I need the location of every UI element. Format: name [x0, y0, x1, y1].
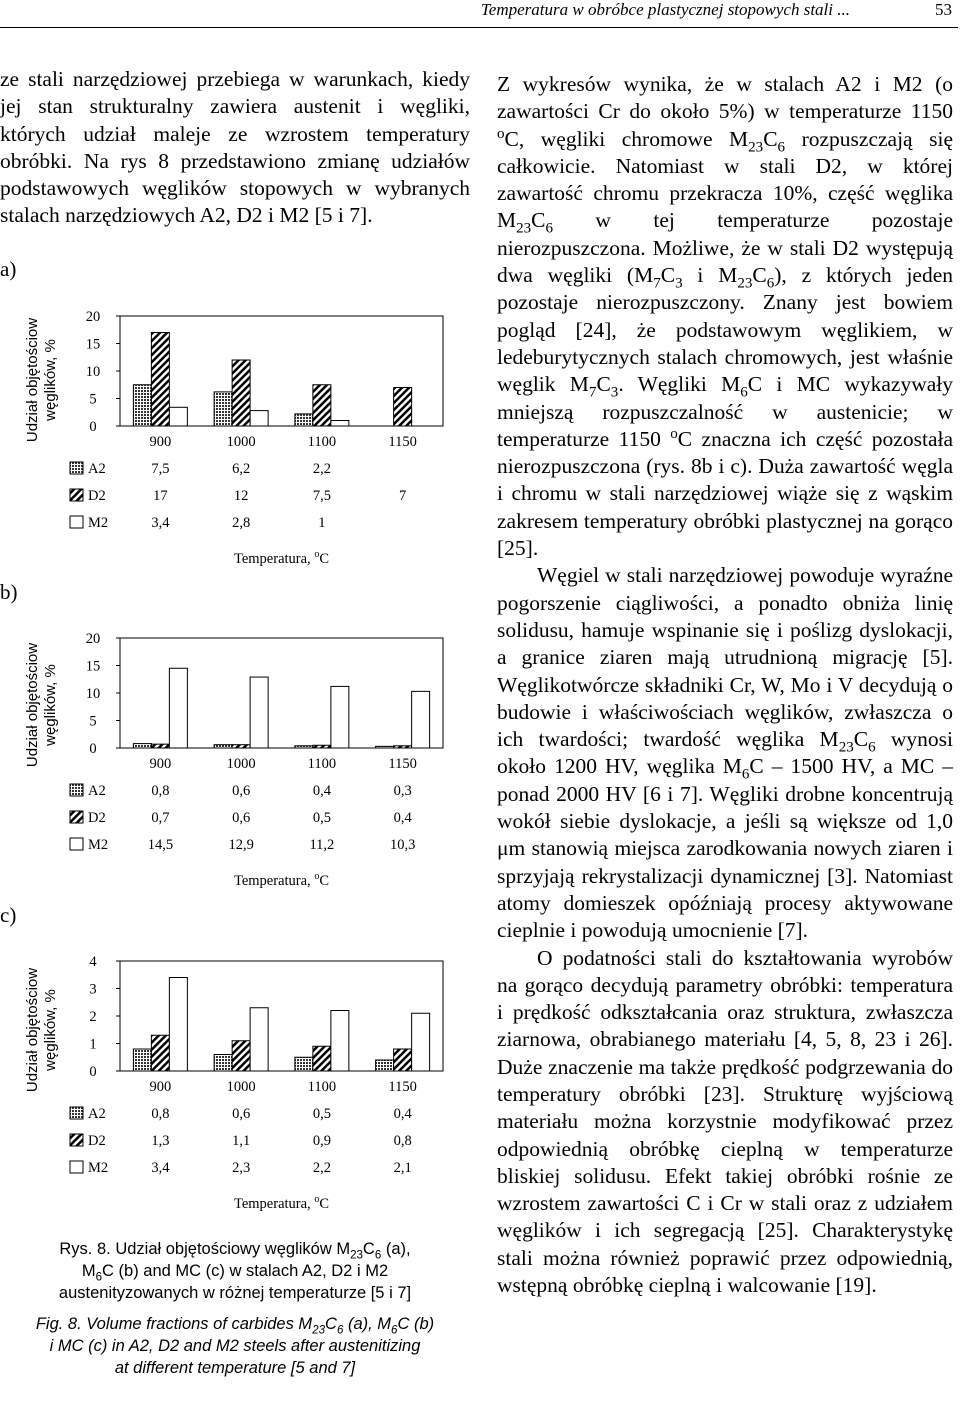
caption-pl-line1: Rys. 8. Udział objętościowy węglików $M_{23}C_6$ (a), — [59, 1240, 411, 1262]
x-tick-label: 900 — [149, 756, 172, 772]
bar-a2 — [214, 1055, 232, 1072]
bar-d2 — [232, 360, 250, 426]
data-label: 10,3 — [389, 837, 416, 853]
bar-m2 — [169, 668, 187, 748]
page-header — [0, 0, 960, 36]
caption-en-line3: at different temperature [5 and 7] — [114, 1359, 356, 1377]
data-label: 0,4 — [393, 810, 412, 826]
right-paragraph-1: Z wykresów wynika, że w stalach A2 i M2 (o zawartości Cr do około 5%) w temperaturze 1150 $^o$C, węgliki chromowe $M_{23}C_6$ rozpuszczają się całkowicie. Natomiast w stali D2, w której zawartość chromu przekracza 10%, część węglika $M_{23}C_6$ w tej temperaturze pozostaje nierozpuszczona. Możliwe, że w stali D2 występują dwa węgliki ($M_7C_3$ i $M_{23}C_6$), z których jeden pozostaje nierozpuszczony. Znany jest bowiem pogląd [24], że podstawowym węglikiem, w ledeburytycznych stalach chromowych, jest właśnie węglik $M_7C_3$. Węgliki $M_6C$ i MC wykazywały mniejszą rozpuszczalność w austenicie; w temperaturze 1150 $^o$C znaczna ich część pozostała nierozpuszczona (rys. 8b i c). Duża zawartość węgla i chromu w stali narzędziowej wiąże się z wąskim zakresem temperatury obróbki plastycznej na gorąco [25]. — [497, 72, 954, 561]
x-tick-label: 1000 — [226, 756, 256, 772]
data-label: 14,5 — [147, 837, 174, 853]
y-tick-label: 3 — [89, 981, 97, 998]
data-label: 0,8 — [151, 1106, 170, 1122]
x-tick-label: 1100 — [307, 434, 337, 450]
data-label: 0,3 — [393, 783, 412, 799]
panel-label-c: c) — [0, 903, 17, 927]
y-axis-label-a-line2: węglików, % — [42, 339, 59, 421]
panel-label-b: b) — [0, 580, 18, 604]
bar-a2 — [214, 745, 232, 748]
y-tick-label: 0 — [89, 1064, 97, 1080]
bar-d2 — [313, 745, 331, 748]
data-label: 2,8 — [232, 515, 251, 531]
right-paragraph-2: Węgiel w stali narzędziowej powoduje wyraźne pogorszenie ciągliwości, a ponadto obniża linię solidusu, hamuje wspinanie się i poślizg dyslokacji, a granice ziaren mają utrudnioną migrację [5]. Węglikotwórcze składniki Cr, W, Mo i V decydują o budowie i właściwościach węglików, zwłaszcza o ich twardości; twardość węglika $M_{23}C_6$ wynosi około 1200 HV, węglika $M_6C - 1500$ HV, a MC – ponad 2000 HV [6 i 7]. Węgliki drobne koncentrują wokół siebie dyslokacje, a jeśli są większe od 1,0 μm stanowią miejsca zarodkowania nowych ziaren i sprzyjają rekrystalizacji dynamicznej [3]. Natomiast atomy domieszek opóźniają procesy aktywowane cieplnie i powodują umocnienie [7]. — [497, 563, 953, 943]
caption-pl-line3: austenityzowanych w różnej temperaturze [5 i 7] — [58, 1284, 412, 1302]
y-tick-label: 15 — [85, 658, 101, 675]
bar-a2 — [295, 414, 313, 426]
y-tick-label: 4 — [89, 954, 97, 970]
chart-a — [0, 300, 470, 570]
y-tick-label: 5 — [89, 713, 97, 730]
y-tick-label: 2 — [89, 1009, 97, 1025]
y-tick-label: 0 — [89, 741, 97, 757]
y-axis-label-c-line1: Udział objętościow — [24, 967, 41, 1093]
bar-a2 — [376, 746, 394, 748]
data-label: 2,3 — [232, 1160, 251, 1176]
bar-a2 — [133, 1049, 151, 1071]
data-label: 0,8 — [393, 1133, 412, 1149]
data-label: 2,2 — [312, 1160, 331, 1176]
legend-swatch-a2 — [70, 462, 83, 474]
bar-m2 — [331, 686, 349, 748]
x-tick-label: 900 — [149, 434, 172, 450]
bar-a2 — [295, 746, 313, 748]
legend-swatch-m2 — [70, 516, 83, 528]
bar-a2 — [295, 1057, 313, 1071]
bar-d2 — [394, 388, 412, 427]
data-label: 17 — [153, 488, 168, 504]
data-label: 0,5 — [312, 1106, 331, 1122]
bar-d2 — [151, 744, 169, 748]
legend-swatch-d2 — [70, 489, 83, 501]
data-label: 1,1 — [232, 1133, 251, 1149]
chart-b — [0, 622, 470, 892]
bar-m2 — [169, 978, 187, 1072]
data-label: 0,6 — [232, 1106, 251, 1122]
data-label: 2,1 — [393, 1160, 412, 1176]
data-label: 3,4 — [151, 515, 170, 531]
bar-m2 — [412, 1013, 430, 1071]
x-tick-label: 1150 — [388, 1079, 417, 1095]
bar-a2 — [133, 385, 151, 426]
data-label: 0,5 — [312, 810, 331, 826]
caption-en-line1: Fig. 8. Volume fractions of carbides $M_{23}C_6$ (a), $M_6C$ (b) — [35, 1315, 435, 1337]
plot-area — [120, 638, 443, 748]
legend-label: D2 — [88, 488, 106, 504]
y-axis-label-b-line2: węglików, % — [42, 664, 59, 746]
bar-d2 — [151, 1035, 169, 1071]
x-tick-label: 1100 — [307, 756, 337, 772]
bar-d2 — [313, 385, 331, 426]
bar-a2 — [133, 744, 151, 748]
data-label: 3,4 — [151, 1160, 170, 1176]
bar-d2 — [394, 1049, 412, 1071]
legend-label: A2 — [88, 1106, 106, 1122]
data-label: 0,7 — [151, 810, 170, 826]
data-label: 0,9 — [312, 1133, 331, 1149]
x-axis-label: Temperatura, $^o$C — [234, 549, 329, 567]
page-number: 53 — [935, 0, 952, 19]
y-tick-label: 15 — [85, 336, 101, 353]
legend-swatch-d2 — [70, 811, 83, 823]
data-label: 11,2 — [309, 837, 335, 853]
legend-label: A2 — [88, 461, 106, 477]
bar-a2 — [214, 392, 232, 426]
x-axis-label: Temperatura, $^o$C — [234, 1194, 329, 1212]
bar-m2 — [250, 411, 268, 426]
right-paragraph-3: O podatności stali do kształtowania wyrobów na gorąco decydują parametry obróbki: temperatura i prędkość odkształcania oraz struktura, zwłaszcza ziarnowa, obrabianego materiału [4, 5, 8, 23 i 26]. Duże znaczenie ma także prędkość podgrzewania do temperatury obróbki [23]. Strukturę wyjściową materiału można korzystnie modyfikować przez odpowiednią obróbkę cieplną w temperaturze bliskiej solidusu. Efekt takiej obróbki rośnie ze wzrostem zawartości C i Cr w stali oraz z udziałem węglików i ich segregacją [25]. Charakterystykę stali można również poprawić przez odpowiednią, wstępną obróbkę cieplną i walcowanie [19]. — [497, 945, 953, 1298]
bar-d2 — [232, 745, 250, 748]
data-label: 0,4 — [393, 1106, 412, 1122]
y-axis-label-c-line2: węglików, % — [42, 989, 59, 1071]
bar-m2 — [331, 1011, 349, 1072]
caption-en-line2: i MC (c) in A2, D2 and M2 steels after austenitizing — [49, 1337, 421, 1355]
legend-label: D2 — [88, 1133, 106, 1149]
bar-d2 — [313, 1046, 331, 1071]
y-tick-label: 0 — [89, 419, 97, 435]
y-axis-label-a-line1: Udział objętościow — [24, 317, 41, 443]
bar-d2 — [232, 1041, 250, 1071]
y-tick-label: 1 — [89, 1036, 97, 1053]
bar-a2 — [376, 1060, 394, 1071]
data-label: 6,2 — [232, 461, 251, 477]
y-tick-label: 10 — [85, 364, 101, 380]
chart-c — [0, 945, 470, 1215]
x-tick-label: 1000 — [226, 434, 256, 450]
data-label: 12,9 — [228, 837, 254, 853]
figure-caption-pl — [0, 1238, 470, 1304]
legend-swatch-d2 — [70, 1134, 83, 1146]
figure-caption-en — [0, 1313, 470, 1379]
panel-label-a: a) — [0, 257, 17, 281]
data-label: 2,2 — [312, 461, 331, 477]
x-tick-label: 1000 — [226, 1079, 256, 1095]
data-label: 0,6 — [232, 810, 251, 826]
legend-label: A2 — [88, 783, 106, 799]
x-axis-label: Temperatura, $^o$C — [234, 871, 329, 889]
data-label: 1 — [318, 515, 326, 531]
x-tick-label: 1150 — [388, 434, 417, 450]
data-label: 7,5 — [312, 488, 331, 504]
bar-m2 — [331, 421, 349, 427]
data-label: 0,8 — [151, 783, 170, 799]
running-title: Temperatura w obróbce plastycznej stopowych stali ... — [480, 0, 850, 19]
right-column-text — [497, 71, 953, 1299]
y-tick-label: 10 — [85, 686, 101, 702]
y-tick-label: 20 — [85, 631, 101, 647]
y-axis-label-b-line1: Udział objętościow — [24, 642, 41, 768]
left-column-text — [0, 66, 470, 230]
legend-swatch-a2 — [70, 1107, 83, 1119]
legend-label: M2 — [88, 515, 109, 531]
data-label: 1,3 — [151, 1133, 170, 1149]
legend-label: M2 — [88, 837, 109, 853]
bar-m2 — [169, 407, 187, 426]
legend-swatch-m2 — [70, 838, 83, 850]
y-tick-label: 20 — [85, 309, 101, 325]
data-label: 0,6 — [232, 783, 251, 799]
header-rule — [0, 27, 958, 28]
bar-d2 — [151, 333, 169, 427]
legend-label: D2 — [88, 810, 106, 826]
legend-label: M2 — [88, 1160, 109, 1176]
left-paragraph: ze stali narzędziowej przebiega w warunkach, kiedy jej stan strukturalny zawiera austenit i węgliki, których udział maleje ze wzrostem temperatury obróbki. Na rys 8 przedstawiono zmianę udziałów podstawowych węglików stopowych w wybranych stalach narzędziowych A2, D2 i M2 [5 i 7]. — [0, 67, 470, 228]
x-tick-label: 1150 — [388, 756, 417, 772]
bar-d2 — [394, 746, 412, 748]
caption-pl-line2: $M_6C$ (b) and MC (c) w stalach A2, D2 i M2 — [81, 1262, 389, 1284]
bar-m2 — [250, 1008, 268, 1071]
legend-swatch-m2 — [70, 1161, 83, 1173]
bar-m2 — [250, 677, 268, 748]
bar-m2 — [412, 691, 430, 748]
data-label: 12 — [233, 488, 249, 504]
y-tick-label: 5 — [89, 391, 97, 408]
x-tick-label: 900 — [149, 1079, 172, 1095]
x-tick-label: 1100 — [307, 1079, 337, 1095]
data-label: 0,4 — [312, 783, 331, 799]
data-label: 7 — [399, 488, 407, 504]
legend-swatch-a2 — [70, 784, 83, 796]
data-label: 7,5 — [151, 461, 170, 477]
